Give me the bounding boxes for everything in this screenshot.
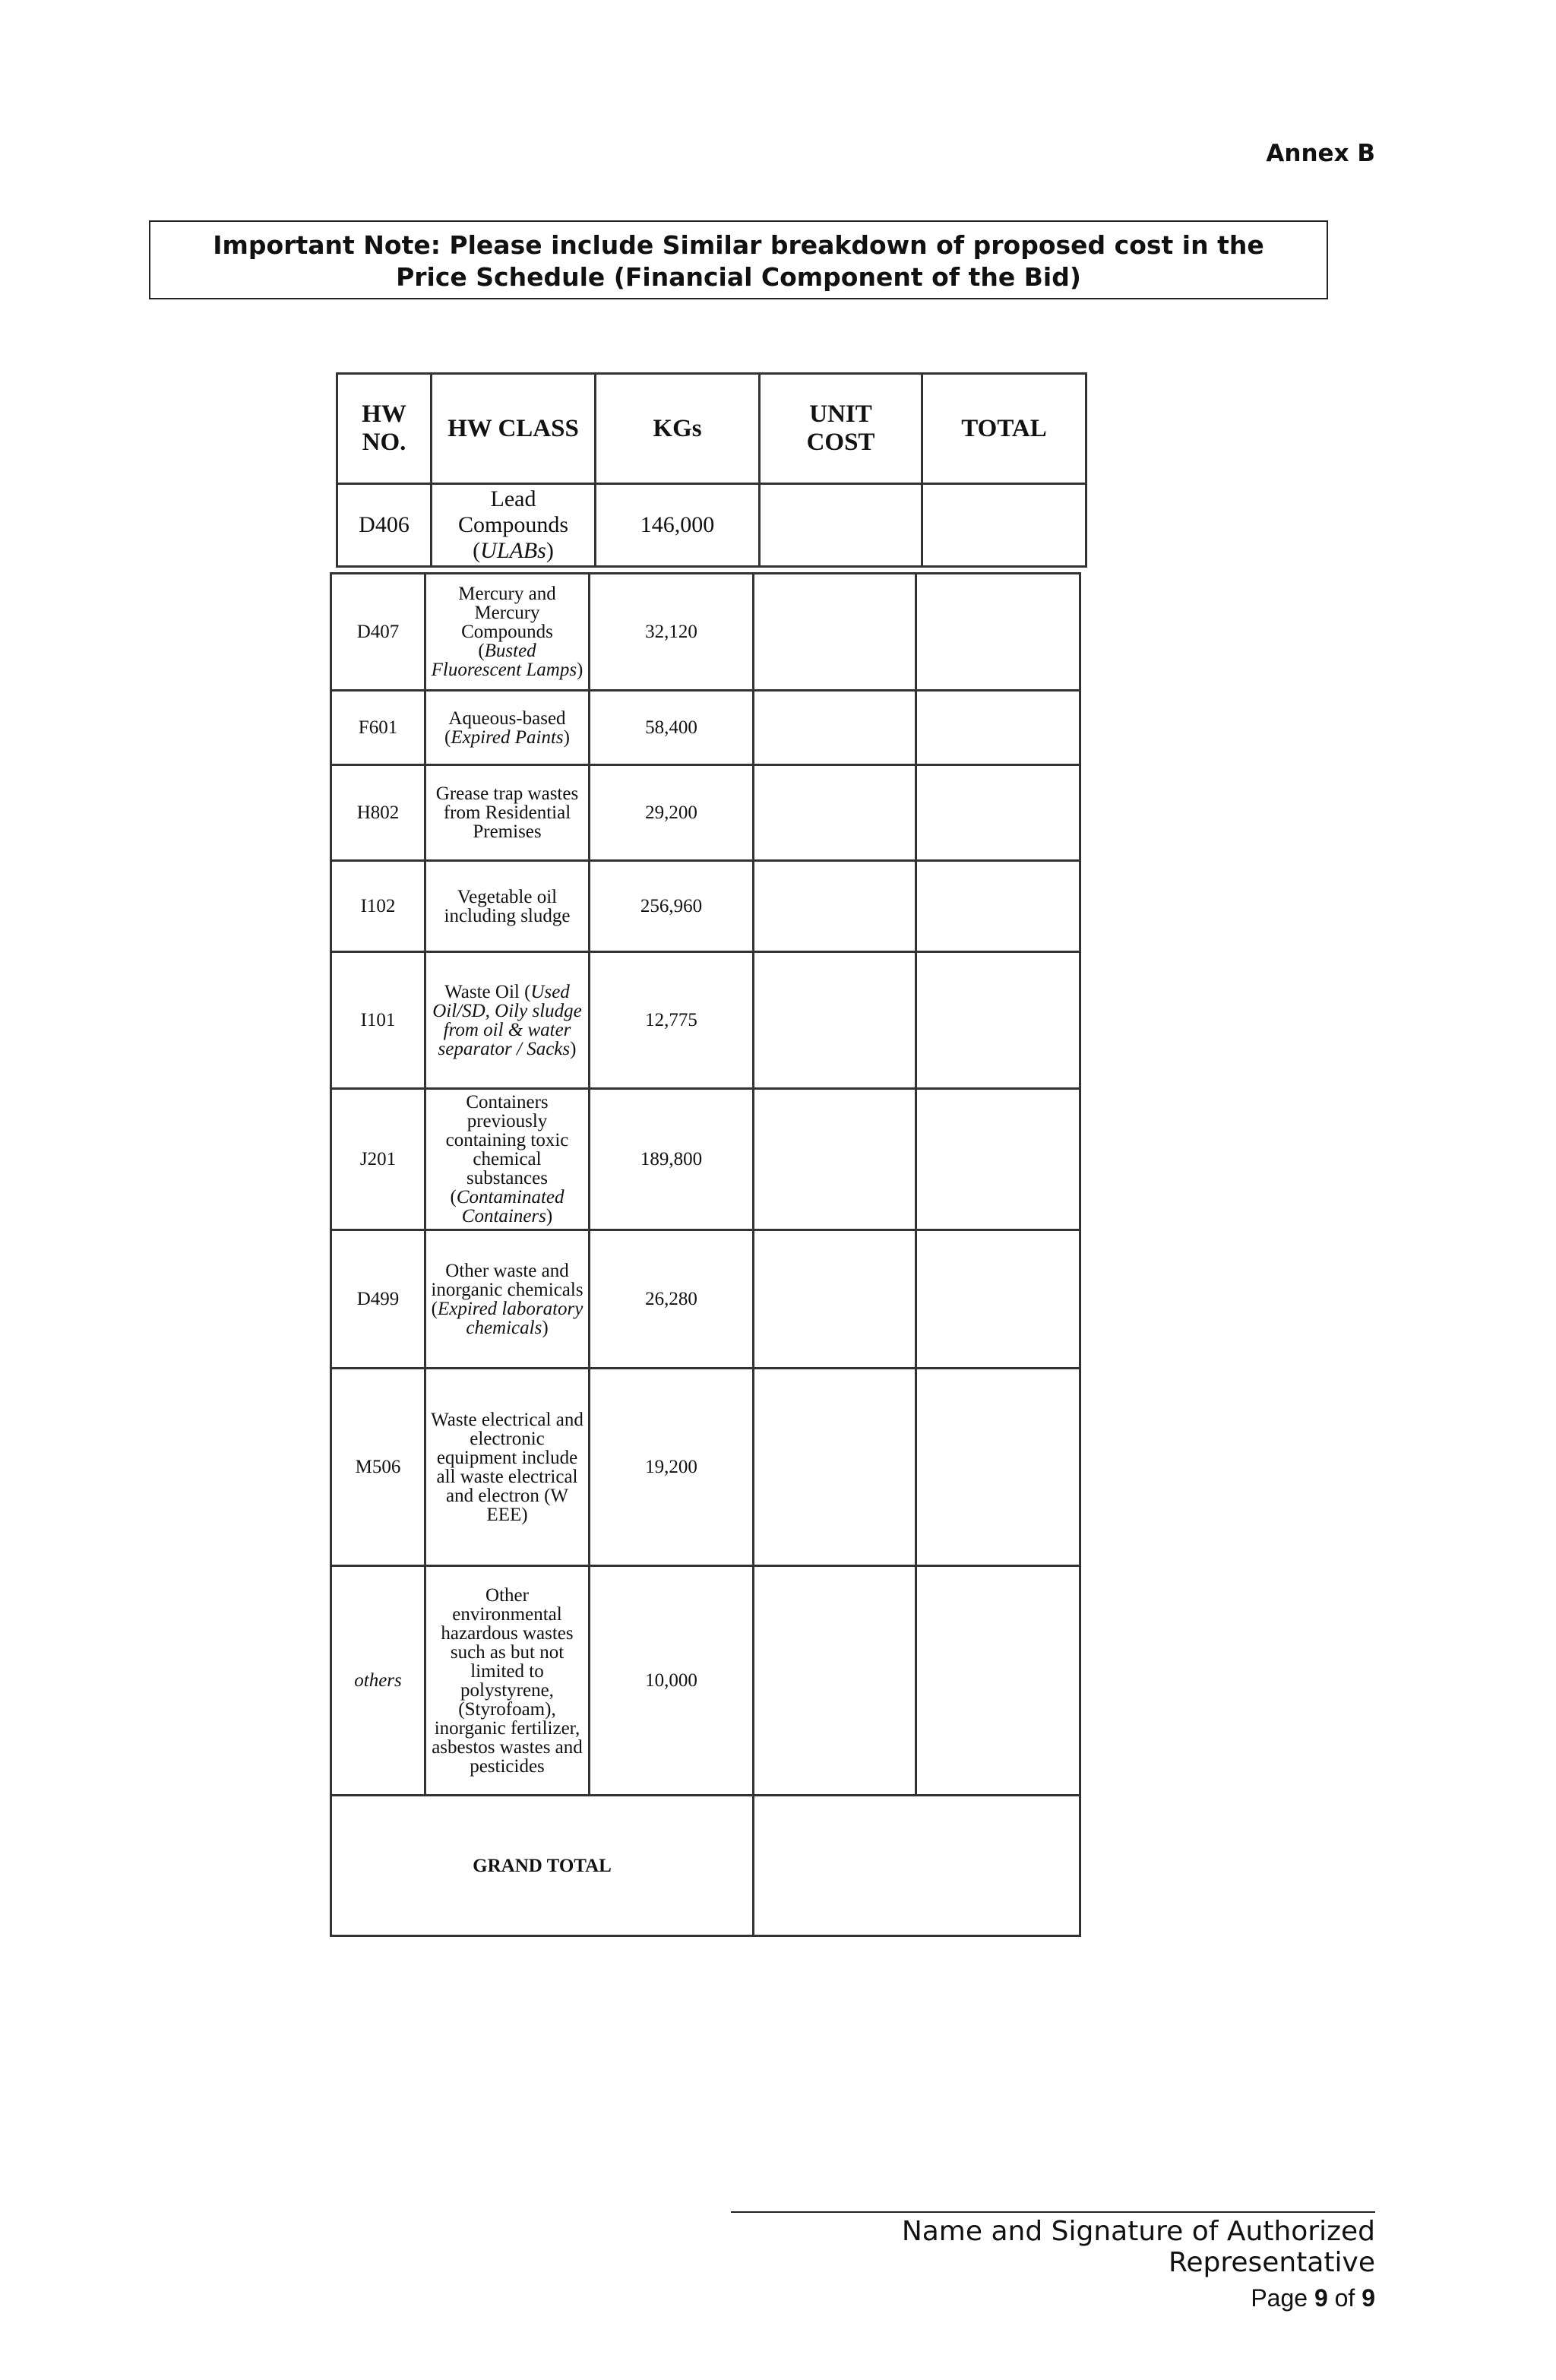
- annex-label: Annex B: [1266, 140, 1375, 167]
- hw-class-cell: Other waste and inorganic chemicals (Expired laboratory chemicals): [425, 1230, 590, 1369]
- total-cell: [916, 691, 1080, 765]
- table-row: [337, 484, 1086, 567]
- table-header-block: [336, 372, 1087, 568]
- unit-cost-cell: [760, 484, 922, 567]
- hw-no-cell: I101: [331, 952, 425, 1089]
- table-row: [331, 1230, 1080, 1369]
- signature-line: [731, 2211, 1375, 2213]
- hw-no-cell: D406: [337, 484, 432, 567]
- page-number: Page 9 of 9: [1251, 2284, 1375, 2312]
- hw-no-cell: H802: [331, 765, 425, 861]
- table-body-block: [330, 572, 1081, 1937]
- unit-cost-cell: [754, 1566, 916, 1796]
- header-unit-cost: UNIT COST: [760, 374, 922, 484]
- hw-no-cell: J201: [331, 1089, 425, 1230]
- unit-cost-cell: [754, 1369, 916, 1566]
- total-cell: [922, 484, 1086, 567]
- hw-no-cell: D499: [331, 1230, 425, 1369]
- important-note-box: [149, 220, 1328, 299]
- total-cell: [916, 1230, 1080, 1369]
- header-total: TOTAL: [922, 374, 1086, 484]
- grand-total-label: GRAND TOTAL: [331, 1796, 754, 1936]
- table-row: [331, 765, 1080, 861]
- cost-breakdown-table: [327, 372, 1086, 1937]
- kgs-cell: 26,280: [590, 1230, 754, 1369]
- hw-no-cell: F601: [331, 691, 425, 765]
- kgs-cell: 189,800: [590, 1089, 754, 1230]
- kgs-cell: 32,120: [590, 574, 754, 691]
- header-hw-class: HW CLASS: [432, 374, 596, 484]
- kgs-cell: 10,000: [590, 1566, 754, 1796]
- table-row: [331, 691, 1080, 765]
- unit-cost-cell: [754, 765, 916, 861]
- note-line-1: Important Note: Please include Similar breakdown of proposed cost in the: [213, 230, 1264, 260]
- hw-class-cell: Vegetable oil including sludge: [425, 861, 590, 952]
- total-cell: [916, 1089, 1080, 1230]
- total-cell: [916, 574, 1080, 691]
- grand-total-row: [331, 1796, 1080, 1936]
- total-cell: [916, 861, 1080, 952]
- hw-class-cell: Mercury and Mercury Compounds (Busted Fluorescent Lamps): [425, 574, 590, 691]
- kgs-cell: 29,200: [590, 765, 754, 861]
- total-cell: [916, 952, 1080, 1089]
- hw-class-cell: Lead Compounds (ULABs): [432, 484, 596, 567]
- hw-no-cell: D407: [331, 574, 425, 691]
- kgs-cell: 58,400: [590, 691, 754, 765]
- hw-no-cell: I102: [331, 861, 425, 952]
- header-kgs: KGs: [596, 374, 760, 484]
- kgs-cell: 256,960: [590, 861, 754, 952]
- unit-cost-cell: [754, 952, 916, 1089]
- total-cell: [916, 765, 1080, 861]
- header-hw-no: HW NO.: [337, 374, 432, 484]
- hw-class-cell: Waste electrical and electronic equipment include all waste electrical and electron (W EEE): [425, 1369, 590, 1566]
- table-row: [331, 574, 1080, 691]
- total-cell: [916, 1566, 1080, 1796]
- grand-total-value-cell: [754, 1796, 1080, 1936]
- table-row: [331, 861, 1080, 952]
- unit-cost-cell: [754, 1089, 916, 1230]
- total-cell: [916, 1369, 1080, 1566]
- hw-no-cell: others: [331, 1566, 425, 1796]
- kgs-cell: 146,000: [596, 484, 760, 567]
- unit-cost-cell: [754, 1230, 916, 1369]
- table-header-row: [337, 374, 1086, 484]
- hw-class-cell: Grease trap wastes from Residential Premises: [425, 765, 590, 861]
- unit-cost-cell: [754, 691, 916, 765]
- table-row: [331, 1369, 1080, 1566]
- kgs-cell: 19,200: [590, 1369, 754, 1566]
- kgs-cell: 12,775: [590, 952, 754, 1089]
- unit-cost-cell: [754, 574, 916, 691]
- hw-class-cell: Waste Oil (Used Oil/SD, Oily sludge from oil & water separator / Sacks): [425, 952, 590, 1089]
- hw-class-cell: Aqueous-based (Expired Paints): [425, 691, 590, 765]
- hw-no-cell: M506: [331, 1369, 425, 1566]
- unit-cost-cell: [754, 861, 916, 952]
- hw-class-cell: Other environmental hazardous wastes such as but not limited to polystyrene, (Styrofoam), inorganic fertilizer, asbestos wastes and pesticides: [425, 1566, 590, 1796]
- table-row: [331, 1089, 1080, 1230]
- table-row: [331, 1566, 1080, 1796]
- note-line-2: Price Schedule (Financial Component of the Bid): [396, 262, 1081, 292]
- signature-label: Name and Signature of Authorized Representative: [901, 2216, 1375, 2278]
- table-row: [331, 952, 1080, 1089]
- hw-class-cell: Containers previously containing toxic chemical substances (Contaminated Containers): [425, 1089, 590, 1230]
